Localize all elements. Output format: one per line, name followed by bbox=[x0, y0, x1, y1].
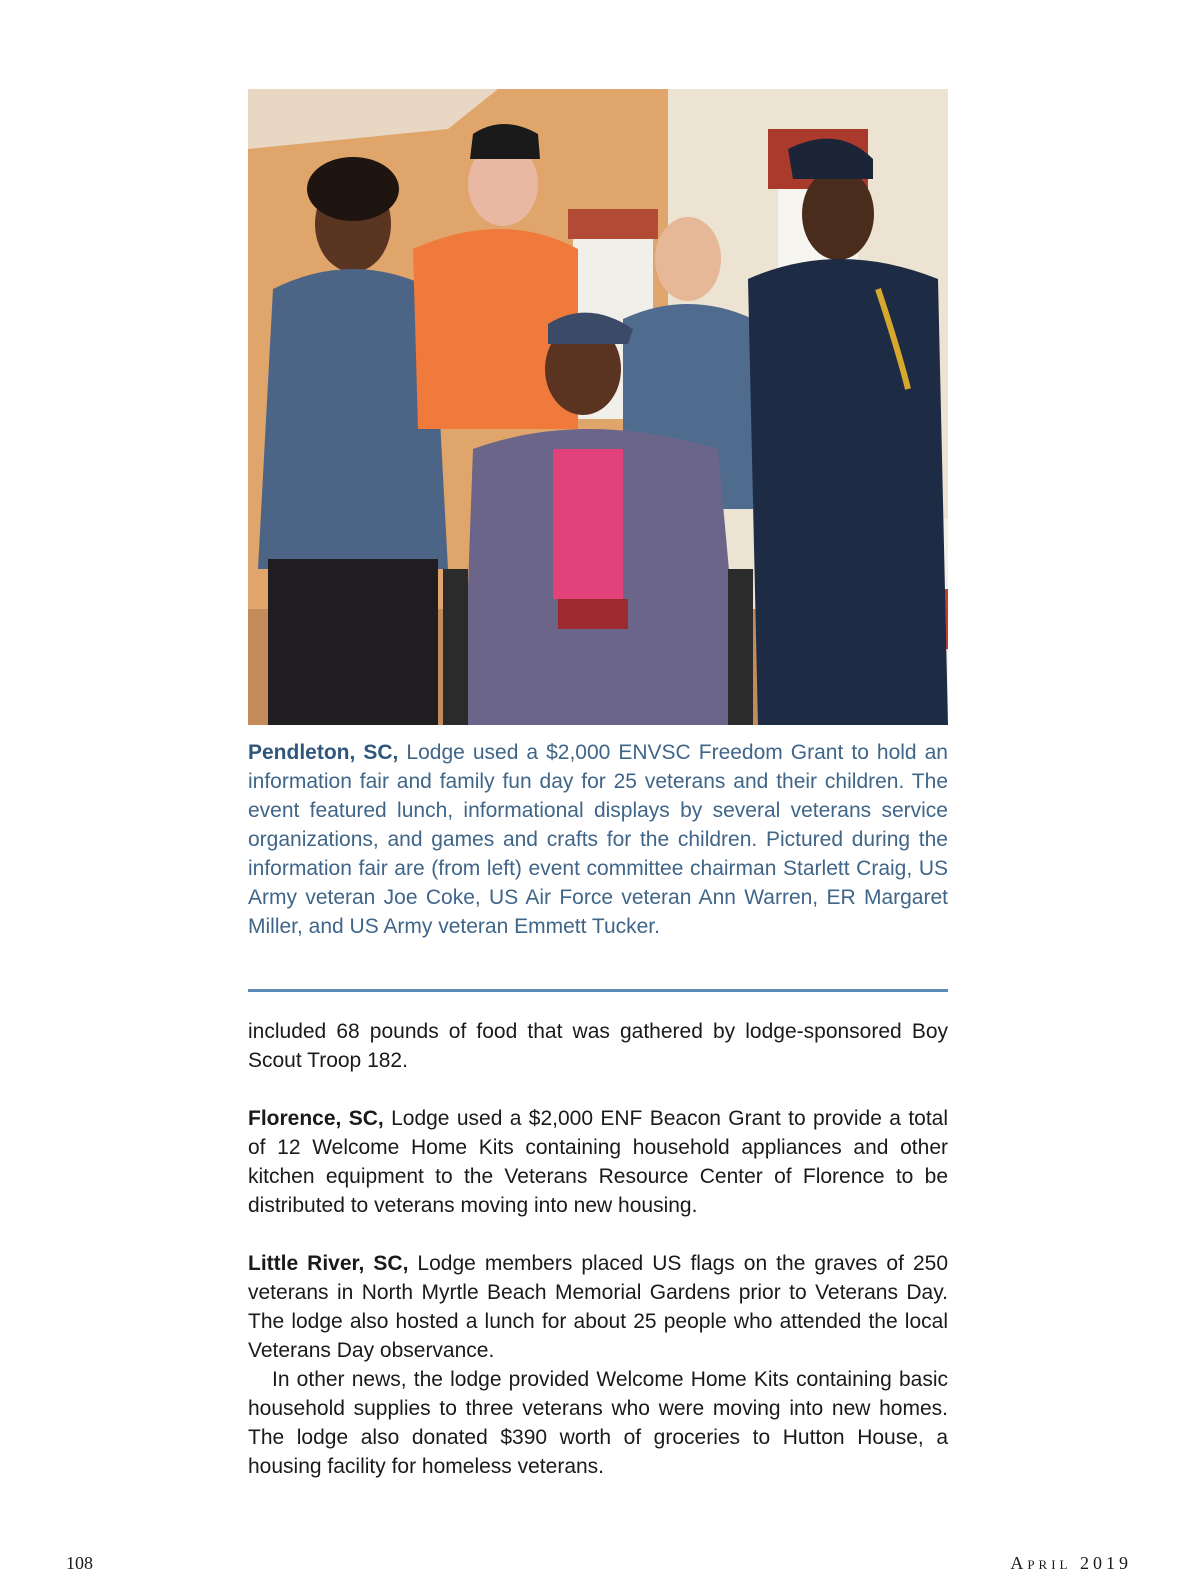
little-river-lead: Little River, SC, bbox=[248, 1252, 409, 1275]
florence-lead: Florence, SC, bbox=[248, 1107, 384, 1130]
issue-date: April 2019 bbox=[1010, 1553, 1132, 1573]
article-paragraph-little-river-more: In other news, the lodge provided Welcome Home Kits containing basic household supplies to three veterans who were moving into new homes. The lodge also donated $390 worth of groceries to Hutton House, a housing facility for homeless veterans. bbox=[248, 1368, 948, 1478]
page-number: 108 bbox=[66, 1553, 93, 1573]
article-body bbox=[248, 1017, 948, 1481]
caption-text: Lodge used a $2,000 ENVSC Freedom Grant to hold an information fair and family fun day for 25 veterans and their children. The event featured lunch, informational displays by several veterans service organizations, and games and crafts for the children. Pictured during the information fair are (from left) event committee chairman Starlett Craig, US Army veteran Joe Coke, US Air Force veteran Ann Warren, ER Margaret Miller, and US Army veteran Emmett Tucker. bbox=[248, 741, 948, 938]
article-paragraph-continued: included 68 pounds of food that was gathered by lodge-sponsored Boy Scout Troop 182. bbox=[248, 1020, 948, 1072]
photo-caption bbox=[248, 738, 948, 941]
little-river-text: Lodge members placed US flags on the graves of 250 veterans in North Myrtle Beach Memorial Gardens prior to Veterans Day. The lodge also hosted a lunch for about 25 people who attended the local Veterans Day observance. bbox=[248, 1252, 948, 1362]
caption-divider bbox=[248, 989, 948, 992]
florence-text: Lodge used a $2,000 ENF Beacon Grant to provide a total of 12 Welcome Home Kits containing household appliances and other kitchen equipment to the Veterans Resource Center of Florence to be distributed to veterans moving into new housing. bbox=[248, 1107, 949, 1217]
article-paragraph-little-river bbox=[248, 1249, 948, 1365]
caption-lead: Pendleton, SC, bbox=[248, 741, 399, 764]
event-photo bbox=[248, 89, 948, 725]
photo-illustration bbox=[248, 89, 948, 725]
article-paragraph-florence bbox=[248, 1104, 948, 1220]
